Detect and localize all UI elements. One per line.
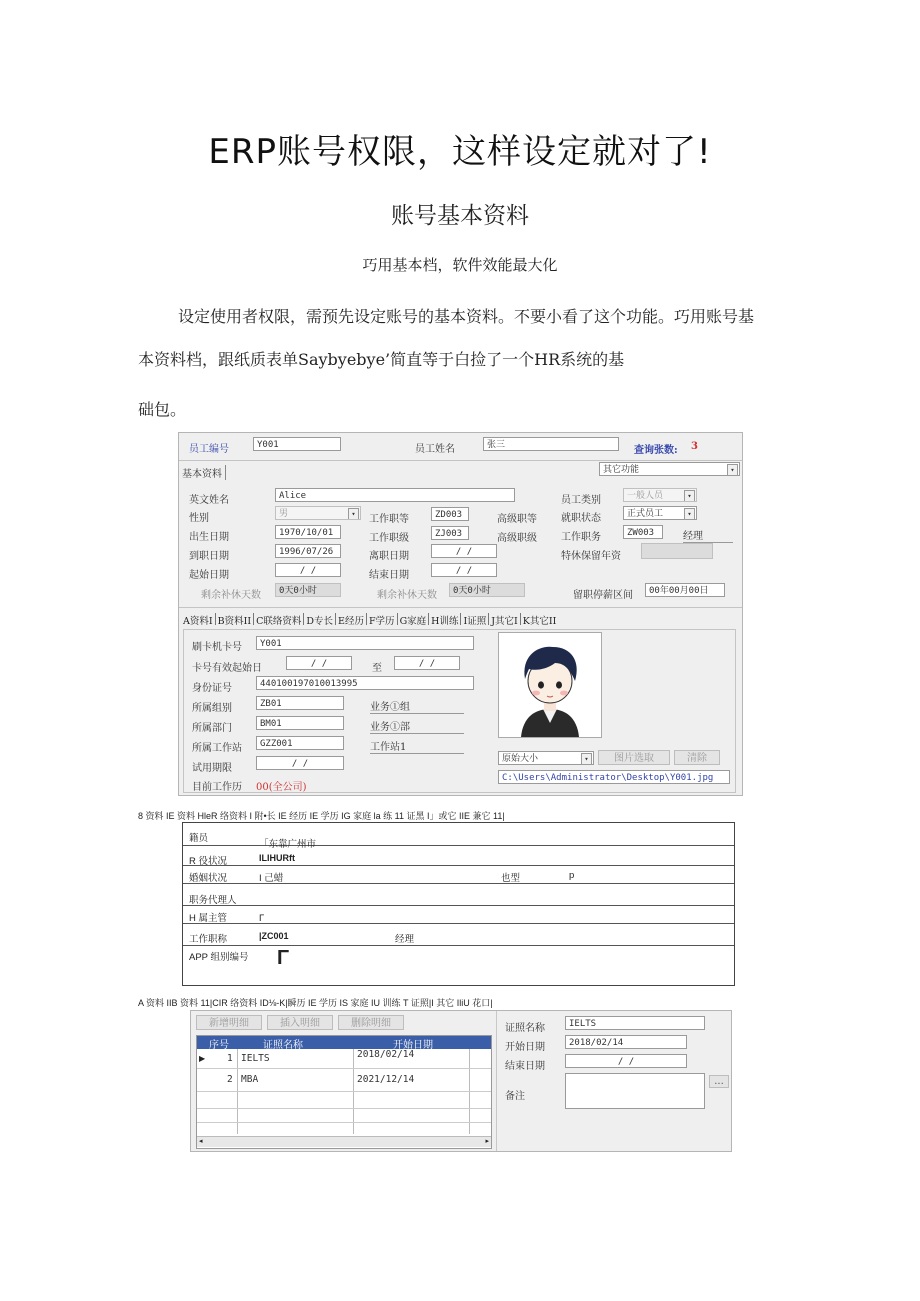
emp-type-label: 员工类别	[561, 495, 601, 506]
certificate-form	[190, 1010, 732, 1152]
app-group-value: Γ	[277, 947, 290, 969]
query-count-value: 3	[691, 441, 698, 452]
station-input[interactable]: GZZ001	[256, 736, 344, 750]
row-cert-name: MBA	[241, 1074, 259, 1085]
col-start-date: 开始日期	[393, 1040, 433, 1051]
marital-value: I 己蜡	[259, 873, 284, 884]
photo-path: C:\Users\Administrator\Desktop\Y001.jpg	[498, 770, 730, 784]
tab-9[interactable]: J其它I	[491, 616, 518, 627]
tab-7[interactable]: H训练	[431, 616, 459, 627]
station-desc: 工作站1	[370, 738, 464, 754]
table-row	[183, 823, 734, 850]
avatar-illustration	[499, 633, 601, 737]
photo-pick-button[interactable]: 图片选取	[598, 750, 670, 765]
chevron-down-icon: ▾	[348, 508, 359, 520]
article-title: ERP账号权限，这样设定就对了!	[208, 132, 712, 172]
trial-input[interactable]: / /	[256, 756, 344, 770]
tab-caption-2: 8 资料 IE 资料 HleR 络资料 I 附•长 IE 经历 IE 学历 IG 家庭 la 练 11 证黑 I」或它 IIE 兼它 11|	[138, 811, 505, 821]
rest-days-value: 0天0小时	[275, 583, 341, 597]
chevron-down-icon: ▾	[727, 464, 738, 476]
group-input[interactable]: ZB01	[256, 696, 344, 710]
end-date-label: 结束日期	[369, 570, 409, 581]
cert-note-textarea[interactable]	[565, 1073, 705, 1109]
col-cert-name: 证照名称	[263, 1040, 303, 1051]
chevron-down-icon: ▾	[684, 508, 695, 520]
detail-panel	[183, 629, 736, 793]
tab-basic-info[interactable]: 基本资料	[182, 465, 226, 480]
tab-1[interactable]: B资料II	[217, 616, 252, 627]
paragraph-line-3: 础包。	[138, 400, 187, 419]
table-row	[183, 865, 734, 884]
en-name-input[interactable]: Alice	[275, 488, 515, 502]
status-value: 正式员工	[627, 509, 664, 519]
job-title-code: |ZC001	[259, 931, 289, 941]
table-row	[183, 905, 734, 924]
leave-date-label: 离职日期	[369, 551, 409, 562]
duty-input[interactable]: ZW003	[623, 525, 663, 539]
military-value: ILIHURft	[259, 853, 295, 863]
col-no: 序号	[209, 1040, 229, 1051]
supervisor-label: H 属主管	[189, 913, 228, 924]
job-title-label: 工作职称	[189, 934, 228, 945]
birth-input[interactable]: 1970/10/01	[275, 525, 341, 539]
add-detail-button[interactable]: 新增明细	[196, 1015, 262, 1030]
query-count-label: 查询张数:	[634, 445, 678, 456]
en-name-label: 英文姓名	[189, 495, 229, 506]
job-level-desc: 高级职等	[497, 514, 537, 525]
cert-note-label: 备注	[505, 1091, 525, 1102]
group-label: 所属组别	[192, 703, 232, 714]
employee-photo	[498, 632, 602, 738]
delete-detail-button[interactable]: 删除明细	[338, 1015, 404, 1030]
table-row[interactable]	[197, 1068, 491, 1091]
row-no: 1	[227, 1053, 233, 1064]
rest-days-label: 剩余补休天数	[201, 590, 261, 601]
row-start-date: 2018/02/14	[357, 1049, 415, 1060]
table-row	[183, 845, 734, 866]
cert-start-input[interactable]: 2018/02/14	[565, 1035, 687, 1049]
table-row	[183, 883, 734, 906]
start-label: 起始日期	[189, 570, 229, 581]
gender-value: 男	[279, 509, 289, 519]
paragraph-line-2: 本资料档，跟纸质表单Saybyebye’简直等于白捡了一个HR系统的基	[138, 350, 625, 369]
tab-4[interactable]: E经历	[338, 616, 364, 627]
table-row	[183, 945, 734, 985]
emp-type-select[interactable]	[623, 488, 697, 502]
photo-size-select[interactable]	[498, 751, 594, 765]
row-start-date: 2021/12/14	[357, 1074, 415, 1085]
gender-select[interactable]	[275, 506, 361, 520]
section-heading: 账号基本资料	[391, 203, 529, 229]
job-level-input[interactable]: ZD003	[431, 507, 469, 521]
app-group-label: APP 组别编号	[189, 952, 249, 963]
native-place-label: 籍员	[189, 833, 209, 844]
row-no: 2	[227, 1074, 233, 1085]
card-no-input[interactable]: Y001	[256, 636, 474, 650]
certificate-detail	[496, 1011, 732, 1151]
proxy-label: 职务代理人	[189, 895, 237, 906]
tab-0[interactable]: A资料I	[183, 616, 213, 627]
gender-label: 性别	[189, 513, 209, 524]
cert-name-input[interactable]: IELTS	[565, 1016, 705, 1030]
native-place-value: 「东靠广州市	[259, 839, 317, 850]
other-function-value: 其它功能	[603, 465, 640, 475]
tab-6[interactable]: G家庭	[399, 616, 427, 627]
paragraph-line-1: 设定使用者权限，需预先设定账号的基本资料。不要小看了这个功能。巧用账号基	[178, 307, 755, 326]
join-label: 到职日期	[189, 551, 229, 562]
birth-label: 出生日期	[189, 532, 229, 543]
emp-type-value: 一般人员	[627, 491, 664, 501]
cert-end-label: 结束日期	[505, 1061, 545, 1072]
emp-no-input[interactable]: Y001	[253, 437, 341, 451]
status-label: 就职状态	[561, 513, 601, 524]
marital-label: 婚姻状况	[189, 873, 228, 884]
grid-header	[197, 1036, 491, 1049]
chevron-down-icon: ▾	[581, 753, 592, 765]
job-grade-input[interactable]: ZJ003	[431, 526, 469, 540]
row-cert-name: IELTS	[241, 1053, 270, 1064]
start-input[interactable]: / /	[275, 563, 341, 577]
card-no-label: 刷卡机卡号	[192, 642, 242, 653]
leave-date-input[interactable]: / /	[431, 544, 497, 558]
to-label: 至	[372, 663, 382, 674]
row-pointer-icon: ▶	[199, 1054, 206, 1063]
chevron-down-icon: ▾	[684, 490, 695, 502]
cert-end-input[interactable]: / /	[565, 1054, 687, 1068]
dept-label: 所属部门	[192, 723, 232, 734]
blood-type-value: p	[569, 870, 575, 881]
dept-desc: 业务①部	[370, 718, 464, 734]
tab-10[interactable]: K其它II	[522, 616, 557, 627]
special-value	[641, 543, 713, 559]
section-tagline: 巧用基本档，软件效能最大化	[362, 256, 558, 274]
station-label: 所属工作站	[192, 743, 242, 754]
emp-name-label: 员工姓名	[415, 444, 455, 455]
horizontal-scrollbar[interactable]	[197, 1136, 491, 1147]
cert-note-more-button[interactable]: ...	[709, 1075, 729, 1088]
id-label: 身份证号	[192, 683, 232, 694]
cert-name-label: 证照名称	[505, 1023, 545, 1034]
end-date-input[interactable]: / /	[431, 563, 497, 577]
card-valid-label: 卡号有效起始日	[192, 663, 262, 674]
supervisor-value: Γ	[259, 913, 265, 924]
tab-2[interactable]: C联络资料	[256, 616, 302, 627]
employee-form-screenshot	[178, 432, 743, 796]
card-valid-end-input[interactable]: / /	[394, 656, 460, 670]
duty-desc: 经理	[683, 527, 733, 543]
detail-tabs	[183, 613, 738, 627]
other-function-select[interactable]	[599, 462, 740, 476]
status-select[interactable]	[623, 506, 697, 520]
history-label: 目前工作历	[192, 782, 242, 793]
job-level-label: 工作职等	[369, 514, 409, 525]
history-value: 00(全公司)	[256, 782, 307, 793]
cert-start-label: 开始日期	[505, 1042, 545, 1053]
suspend-label: 留职停薪区间	[573, 590, 633, 601]
certificate-grid	[196, 1035, 492, 1149]
job-title-name: 经理	[395, 934, 415, 945]
job-grade-desc: 高级职级	[497, 533, 537, 544]
tab-3[interactable]: D专长	[306, 616, 334, 627]
rest-days-2-value: 0天0小时	[449, 583, 525, 597]
trial-label: 试用期限	[192, 763, 232, 774]
scroll-left-icon[interactable]: ◂	[199, 1137, 203, 1145]
duty-label: 工作职务	[561, 532, 601, 543]
insert-detail-button[interactable]: 插入明细	[267, 1015, 333, 1030]
tab-8[interactable]: I证照	[463, 616, 487, 627]
suspend-input[interactable]: 00年00月00日	[645, 583, 725, 597]
emp-no-label: 员工编号	[189, 444, 229, 455]
military-label: R 役状况	[189, 856, 228, 867]
photo-size-value: 原始大小	[502, 754, 539, 764]
id-input[interactable]: 440100197010013995	[256, 676, 474, 690]
table-row[interactable]	[197, 1049, 491, 1068]
blood-type-label: 也型	[501, 873, 521, 884]
table-row	[183, 923, 734, 946]
special-label: 特休保留年资	[561, 551, 621, 562]
card-valid-input[interactable]: / /	[286, 656, 352, 670]
join-input[interactable]: 1996/07/26	[275, 544, 341, 558]
rest-days-2-label: 剩余补休天数	[377, 590, 437, 601]
dept-input[interactable]: BM01	[256, 716, 344, 730]
photo-clear-button[interactable]: 清除	[674, 750, 720, 765]
emp-name-input[interactable]: 张三	[483, 437, 619, 451]
tab-5[interactable]: F学历	[368, 616, 395, 627]
tab-caption-3: A 资料 IIB 资料 11|CIR 络资料 ID⅛-K|瞬历 IE 学历 IS 家庭 IU 训练 T 证照|I 其它 IliU 花口|	[138, 998, 493, 1008]
job-grade-label: 工作职级	[369, 533, 409, 544]
scroll-right-icon[interactable]: ▸	[485, 1137, 489, 1145]
contact-info-table	[182, 822, 735, 986]
group-desc: 业务①组	[370, 698, 464, 714]
